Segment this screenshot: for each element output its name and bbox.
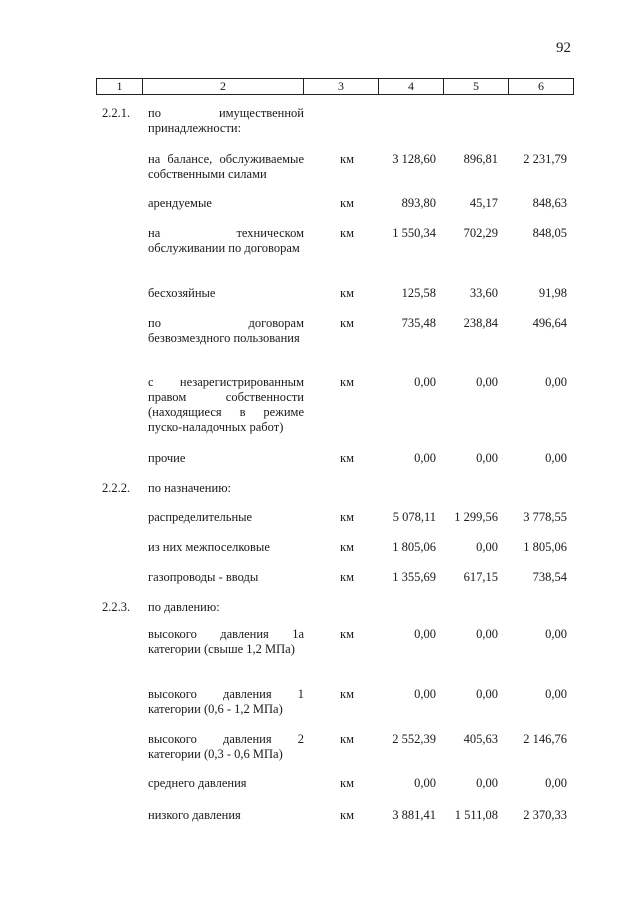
row-unit: км: [340, 627, 354, 641]
row-value-col5: 405,63: [463, 732, 498, 746]
row-value-col5: 0,00: [476, 687, 498, 701]
row-unit: км: [340, 687, 354, 701]
header-col-4: 4: [378, 79, 443, 94]
row-name: высокого давления 2 категории (0,3 - 0,6 МПа): [148, 732, 304, 761]
row-unit: км: [340, 808, 354, 822]
row-name: из них межпоселковые: [148, 540, 270, 554]
row-value-col6: 2 231,79: [523, 152, 567, 166]
row-value-col6: 0,00: [545, 687, 567, 701]
header-col-3: 3: [303, 79, 378, 94]
row-value-col5: 896,81: [463, 152, 498, 166]
row-name: газопроводы - вводы: [148, 570, 259, 584]
row-value-col6: 2 370,33: [523, 808, 567, 822]
row-name: по назначению:: [148, 481, 232, 495]
row-value-col4: 1 805,06: [392, 540, 436, 554]
row-value-col6: 848,63: [532, 196, 567, 210]
row-value-col4: 0,00: [414, 776, 436, 790]
row-value-col4: 0,00: [414, 687, 436, 701]
row-unit: км: [340, 375, 354, 389]
row-value-col4: 0,00: [414, 451, 436, 465]
row-value-col6: 0,00: [545, 375, 567, 389]
row-value-col5: 0,00: [476, 776, 498, 790]
row-value-col5: 1 299,56: [454, 510, 498, 524]
row-unit: км: [340, 776, 354, 790]
row-value-col6: 1 805,06: [523, 540, 567, 554]
row-name: высокого давления 1а категории (свыше 1,2 МПа): [148, 627, 304, 656]
row-name: распределительные: [148, 510, 253, 524]
row-unit: км: [340, 196, 354, 210]
row-value-col6: 738,54: [532, 570, 567, 584]
row-value-col6: 2 146,76: [523, 732, 567, 746]
row-value-col5: 45,17: [469, 196, 498, 210]
row-value-col5: 1 511,08: [454, 808, 498, 822]
row-value-col5: 0,00: [476, 375, 498, 389]
header-col-6: 6: [508, 79, 573, 94]
row-name: на техническом обслуживании по договорам: [148, 226, 304, 255]
row-unit: км: [340, 286, 354, 300]
row-unit: км: [340, 732, 354, 746]
row-value-col4: 0,00: [414, 627, 436, 641]
row-value-col4: 0,00: [414, 375, 436, 389]
row-value-col5: 0,00: [476, 540, 498, 554]
row-value-col5: 238,84: [463, 316, 498, 330]
row-name: с незарегистрированным правом собственности (находящиеся в режиме пуско-наладочных работ): [148, 375, 304, 434]
row-value-col6: 848,05: [532, 226, 567, 240]
header-col-1: 1: [116, 79, 123, 93]
row-value-col5: 33,60: [469, 286, 498, 300]
row-unit: км: [340, 510, 354, 524]
row-name: на балансе, обслуживаемые собственными силами: [148, 152, 304, 181]
row-unit: км: [340, 226, 354, 240]
row-value-col4: 1 550,34: [392, 226, 436, 240]
row-number: 2.2.2.: [102, 481, 131, 495]
row-unit: км: [340, 540, 354, 554]
row-number: 2.2.1.: [102, 106, 131, 120]
row-value-col4: 893,80: [401, 196, 436, 210]
row-value-col4: 1 355,69: [392, 570, 436, 584]
row-name: прочие: [148, 451, 186, 465]
row-name: арендуемые: [148, 196, 212, 210]
page-number: 92: [556, 40, 571, 56]
row-name: среднего давления: [148, 776, 247, 790]
row-value-col4: 2 552,39: [392, 732, 436, 746]
row-value-col5: 702,29: [463, 226, 498, 240]
table-header: [96, 78, 574, 95]
row-value-col6: 0,00: [545, 627, 567, 641]
row-value-col4: 3 128,60: [392, 152, 436, 166]
row-unit: км: [340, 316, 354, 330]
row-value-col6: 3 778,55: [523, 510, 567, 524]
row-value-col5: 0,00: [476, 451, 498, 465]
header-col-5: 5: [443, 79, 508, 94]
row-name: высокого давления 1 категории (0,6 - 1,2 МПа): [148, 687, 304, 716]
row-value-col5: 0,00: [476, 627, 498, 641]
row-name: по имущественной принадлежности:: [148, 106, 304, 135]
row-value-col6: 0,00: [545, 451, 567, 465]
row-value-col4: 5 078,11: [392, 510, 436, 524]
row-value-col4: 3 881,41: [392, 808, 436, 822]
row-name: бесхозяйные: [148, 286, 216, 300]
row-value-col6: 496,64: [532, 316, 567, 330]
row-value-col6: 91,98: [538, 286, 567, 300]
row-unit: км: [340, 152, 354, 166]
row-unit: км: [340, 451, 354, 465]
row-name: по давлению:: [148, 600, 220, 614]
row-value-col4: 125,58: [401, 286, 436, 300]
header-col-2: 2: [142, 79, 303, 94]
row-unit: км: [340, 570, 354, 584]
row-value-col6: 0,00: [545, 776, 567, 790]
row-number: 2.2.3.: [102, 600, 131, 614]
row-value-col5: 617,15: [463, 570, 498, 584]
row-value-col4: 735,48: [401, 316, 436, 330]
row-name: по договорам безвозмездного пользования: [148, 316, 304, 345]
row-name: низкого давления: [148, 808, 241, 822]
